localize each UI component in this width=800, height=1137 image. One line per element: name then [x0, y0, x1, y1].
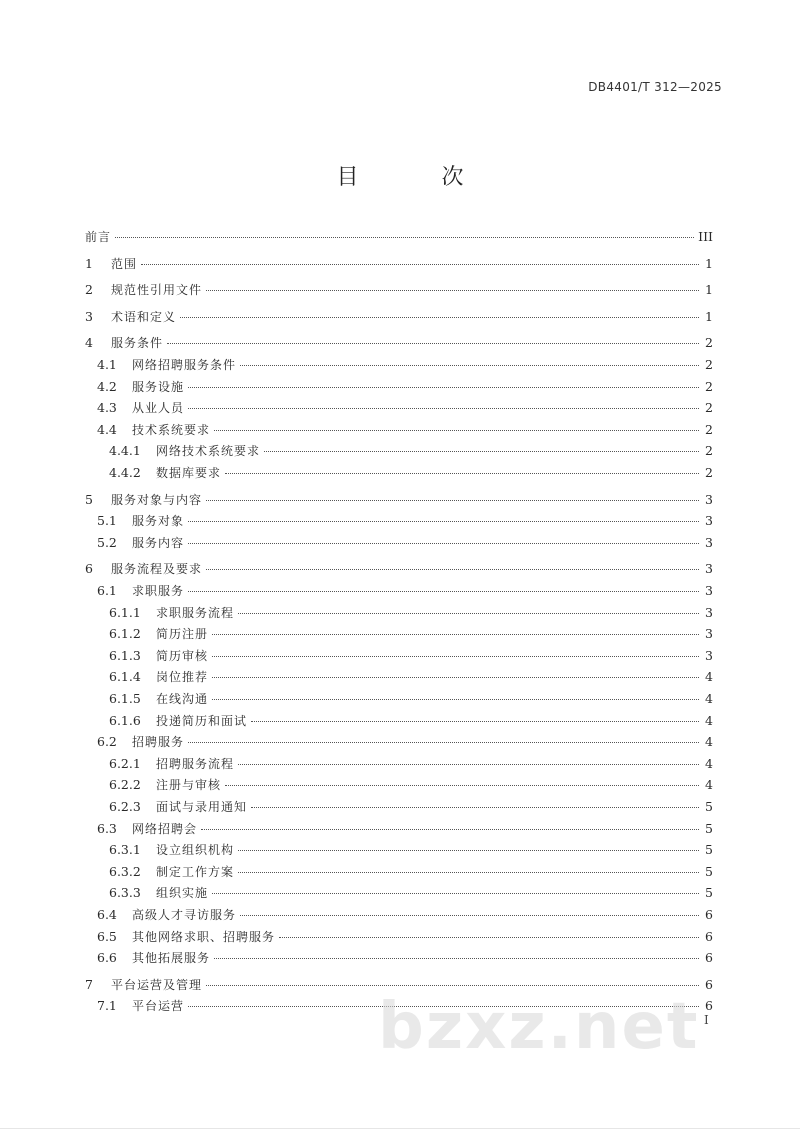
toc-entry-page: 3: [705, 583, 713, 598]
toc-entry-number: 6.1.3: [109, 647, 141, 663]
toc-entry[interactable]: [85, 996, 713, 1016]
toc-entry-number: 6.2.3: [109, 799, 141, 814]
toc-entry-title: 技术系统要求: [132, 422, 211, 437]
toc-entry-page: 5: [705, 820, 713, 836]
toc-entry-title: 制定工作方案: [156, 864, 235, 879]
toc-entry-number: 4: [85, 335, 93, 351]
toc-entry-page: 3: [705, 604, 713, 620]
toc-entry-page: 2: [705, 465, 713, 480]
toc-entry-page: 6: [705, 976, 713, 992]
toc-entry-page: III: [698, 229, 713, 244]
toc-entry-title: 数据库要求: [156, 466, 222, 480]
toc-entry-page: 5: [705, 842, 713, 858]
standard-number: DB4401/T 312—2025: [588, 80, 722, 94]
toc-leader-dots: [188, 386, 699, 388]
toc-leader-dots: [206, 568, 699, 570]
toc-entry-number: 6.3.2: [109, 863, 141, 879]
toc-leader-dots: [214, 957, 699, 959]
toc-entry[interactable]: [85, 603, 713, 623]
toc-entry-number: 6.1.4: [109, 669, 141, 685]
toc-entry-number: 6.3.3: [109, 885, 141, 901]
toc-entry-page: 3: [705, 626, 713, 642]
toc-entry-title: 平台运营: [132, 999, 185, 1014]
toc-entry-number: 5.2: [97, 534, 117, 550]
toc-leader-dots: [240, 364, 699, 366]
toc-leader-dots: [167, 342, 699, 344]
toc-entry-number: 6.1.1: [109, 604, 141, 620]
toc-entry-page: 3: [705, 491, 713, 507]
toc-entry-page: 6: [705, 998, 713, 1014]
toc-entry[interactable]: [85, 797, 713, 817]
toc-entry-title: 服务对象与内容: [111, 492, 203, 507]
toc-entry-number: 6.2.2: [109, 777, 141, 793]
toc-entry-page: 2: [705, 357, 713, 372]
toc-entry[interactable]: [85, 948, 713, 968]
toc-entry-number: 6.2.1: [109, 755, 141, 771]
toc-entry-title: 求职服务: [132, 584, 185, 598]
toc-entry-page: 1: [705, 308, 713, 324]
toc-entry-page: 6: [705, 950, 713, 966]
toc-entry[interactable]: [85, 689, 713, 709]
toc-entry-page: 4: [705, 755, 713, 771]
toc-entry-title: 范围: [111, 256, 138, 271]
toc-leader-dots: [212, 676, 699, 678]
toc-leader-dots: [180, 316, 699, 318]
toc-entry-title: 服务流程及要求: [111, 562, 203, 577]
toc-entry-title: 服务条件: [111, 336, 164, 351]
toc-entry-page: 2: [705, 335, 713, 351]
toc-entry-number: 6.1.5: [109, 691, 141, 706]
toc-entry-title: 服务设施: [132, 379, 185, 394]
toc-entry[interactable]: [85, 280, 713, 300]
toc-entry-title: 设立组织机构: [156, 843, 235, 858]
toc-entry[interactable]: [85, 883, 713, 903]
toc-leader-dots: [212, 633, 699, 635]
toc-entry-number: 4.1: [97, 357, 117, 372]
toc-entry[interactable]: [85, 559, 713, 579]
toc-entry[interactable]: [85, 398, 713, 418]
toc-entry[interactable]: [85, 420, 713, 440]
toc-entry-page: 2: [705, 443, 713, 459]
toc-leader-dots: [206, 499, 699, 501]
toc-leader-dots: [225, 784, 699, 786]
toc-entry-page: 1: [705, 255, 713, 271]
toc-leader-dots: [141, 263, 699, 265]
toc-entry-number: 3: [85, 308, 93, 324]
toc-entry[interactable]: [85, 490, 713, 510]
toc-entry-title: 服务内容: [132, 535, 185, 550]
toc-entry-number: 6.1: [97, 583, 117, 598]
watermark: bzxz.net: [378, 990, 700, 1064]
toc-entry[interactable]: [85, 975, 713, 995]
toc-entry-page: 5: [705, 863, 713, 879]
toc-entry-page: 4: [705, 734, 713, 750]
toc-entry-number: 6.3: [97, 820, 117, 836]
toc-entry-page: 2: [705, 378, 713, 394]
toc-leader-dots: [279, 936, 699, 938]
toc-leader-dots: [188, 407, 699, 409]
toc-entry[interactable]: [85, 754, 713, 774]
toc-leader-dots: [240, 914, 699, 916]
toc-entry[interactable]: [85, 840, 713, 860]
toc-entry-page: 5: [705, 885, 713, 901]
toc-leader-dots: [238, 849, 699, 851]
toc-entry-number: 6.1.6: [109, 712, 141, 728]
toc-leader-dots: [188, 542, 699, 544]
toc-entry[interactable]: [85, 775, 713, 795]
toc-entry[interactable]: [85, 355, 713, 375]
toc-leader-dots: [238, 612, 699, 614]
toc-entry-number: 4.3: [97, 400, 117, 416]
toc-entry-title: 简历审核: [156, 648, 209, 663]
toc-entry-title: 平台运营及管理: [111, 977, 203, 992]
toc-entry[interactable]: [85, 927, 713, 947]
toc-entry-title: 高级人才寻访服务: [132, 908, 237, 922]
toc-entry-title: 其他网络求职、招聘服务: [132, 929, 276, 944]
toc-entry[interactable]: [85, 646, 713, 666]
toc-entry-page: 3: [705, 647, 713, 663]
toc-entry-title: 网络技术系统要求: [156, 444, 261, 459]
toc-entry-title: 网络招聘服务条件: [132, 358, 237, 372]
toc-leader-dots: [115, 236, 694, 238]
toc-title: 目 次: [336, 165, 502, 190]
toc-leader-dots: [251, 806, 699, 808]
page-bottom-edge: [0, 1128, 800, 1129]
toc-leader-dots: [188, 520, 699, 522]
toc-entry-page: 3: [705, 513, 713, 529]
toc-entry-title: 投递简历和面试: [156, 713, 248, 728]
toc-entry-page: 4: [705, 777, 713, 793]
toc-leader-dots: [214, 429, 699, 431]
toc-entry-number: 4.2: [97, 378, 117, 394]
toc-entry[interactable]: [85, 581, 713, 601]
toc-entry-number: 4.4: [97, 421, 117, 437]
toc-entry[interactable]: [85, 227, 713, 247]
toc-entry[interactable]: [85, 533, 713, 553]
toc-entry-number: 7: [85, 976, 93, 992]
toc-entry[interactable]: [85, 862, 713, 882]
toc-leader-dots: [238, 871, 699, 873]
toc-entry[interactable]: [85, 254, 713, 274]
toc-entry-number: 1: [85, 255, 93, 271]
toc-leader-dots: [251, 720, 699, 722]
toc-leader-dots: [188, 590, 699, 592]
toc-entry-title: 注册与审核: [156, 778, 222, 793]
toc-entry-title: 从业人员: [132, 401, 185, 416]
toc-leader-dots: [238, 763, 699, 765]
toc-entry-number: 2: [85, 282, 93, 298]
toc-entry-number: 6.5: [97, 928, 117, 944]
toc-entry-page: 2: [705, 400, 713, 416]
toc-entry[interactable]: [85, 511, 713, 531]
toc-entry-page: 2: [705, 421, 713, 437]
toc-entry-page: 6: [705, 928, 713, 944]
toc-entry-title: 组织实施: [156, 886, 209, 901]
toc-entry-title: 服务对象: [132, 514, 185, 529]
toc-leader-dots: [188, 741, 699, 743]
toc-entry-title: 简历注册: [156, 627, 209, 642]
toc-entry-number: 6.4: [97, 907, 117, 922]
toc-entry[interactable]: [85, 441, 713, 461]
toc-entry-title: 前言: [85, 230, 112, 244]
toc-leader-dots: [225, 472, 699, 474]
toc-entry-number: 6: [85, 561, 93, 577]
toc-entry[interactable]: [85, 307, 713, 327]
toc-entry[interactable]: [85, 819, 713, 839]
toc-leader-dots: [188, 1005, 699, 1007]
toc-entry-title: 求职服务流程: [156, 605, 235, 620]
toc-entry[interactable]: [85, 732, 713, 752]
toc-entry[interactable]: [85, 667, 713, 687]
toc-entry-number: 4.4.2: [109, 465, 141, 480]
toc-entry-title: 其他拓展服务: [132, 951, 211, 966]
toc-leader-dots: [206, 984, 699, 986]
toc-entry-title: 术语和定义: [111, 309, 177, 324]
toc-entry-title: 在线沟通: [156, 692, 209, 706]
toc-entry-title: 面试与录用通知: [156, 800, 248, 814]
toc-leader-dots: [212, 698, 699, 700]
toc-entry-number: 6.1.2: [109, 626, 141, 642]
toc-entry-page: 6: [705, 907, 713, 922]
page-number: I: [704, 1013, 709, 1027]
toc-entry-page: 5: [705, 799, 713, 814]
toc-entry-number: 6.3.1: [109, 842, 141, 858]
toc-entry-number: 7.1: [97, 998, 117, 1014]
toc-entry-number: 6.2: [97, 734, 117, 750]
toc-entry-title: 招聘服务: [132, 735, 185, 750]
toc-leader-dots: [212, 892, 699, 894]
toc-entry[interactable]: [85, 905, 713, 925]
toc-entry-page: 3: [705, 561, 713, 577]
toc-entry[interactable]: [85, 463, 713, 483]
toc-entry[interactable]: [85, 333, 713, 353]
toc-entry-title: 岗位推荐: [156, 670, 209, 685]
toc-entry-number: 5.1: [97, 513, 117, 529]
toc-entry-page: 1: [705, 282, 713, 298]
toc-leader-dots: [212, 655, 699, 657]
toc-entry-number: 6.6: [97, 950, 117, 966]
toc-entry-number: 4.4.1: [109, 443, 141, 459]
toc-leader-dots: [206, 289, 699, 291]
toc-entry-title: 招聘服务流程: [156, 756, 235, 771]
toc-entry-page: 3: [705, 534, 713, 550]
toc-entry-title: 网络招聘会: [132, 821, 198, 836]
toc-entry[interactable]: [85, 377, 713, 397]
toc-entry[interactable]: [85, 711, 713, 731]
toc-entry-page: 4: [705, 712, 713, 728]
toc-leader-dots: [264, 450, 699, 452]
toc-entry-number: 5: [85, 491, 93, 507]
toc-leader-dots: [201, 828, 699, 830]
toc-entry-page: 4: [705, 691, 713, 706]
toc-entry[interactable]: [85, 624, 713, 644]
toc-entry-title: 规范性引用文件: [111, 283, 203, 298]
toc-entry-page: 4: [705, 669, 713, 685]
